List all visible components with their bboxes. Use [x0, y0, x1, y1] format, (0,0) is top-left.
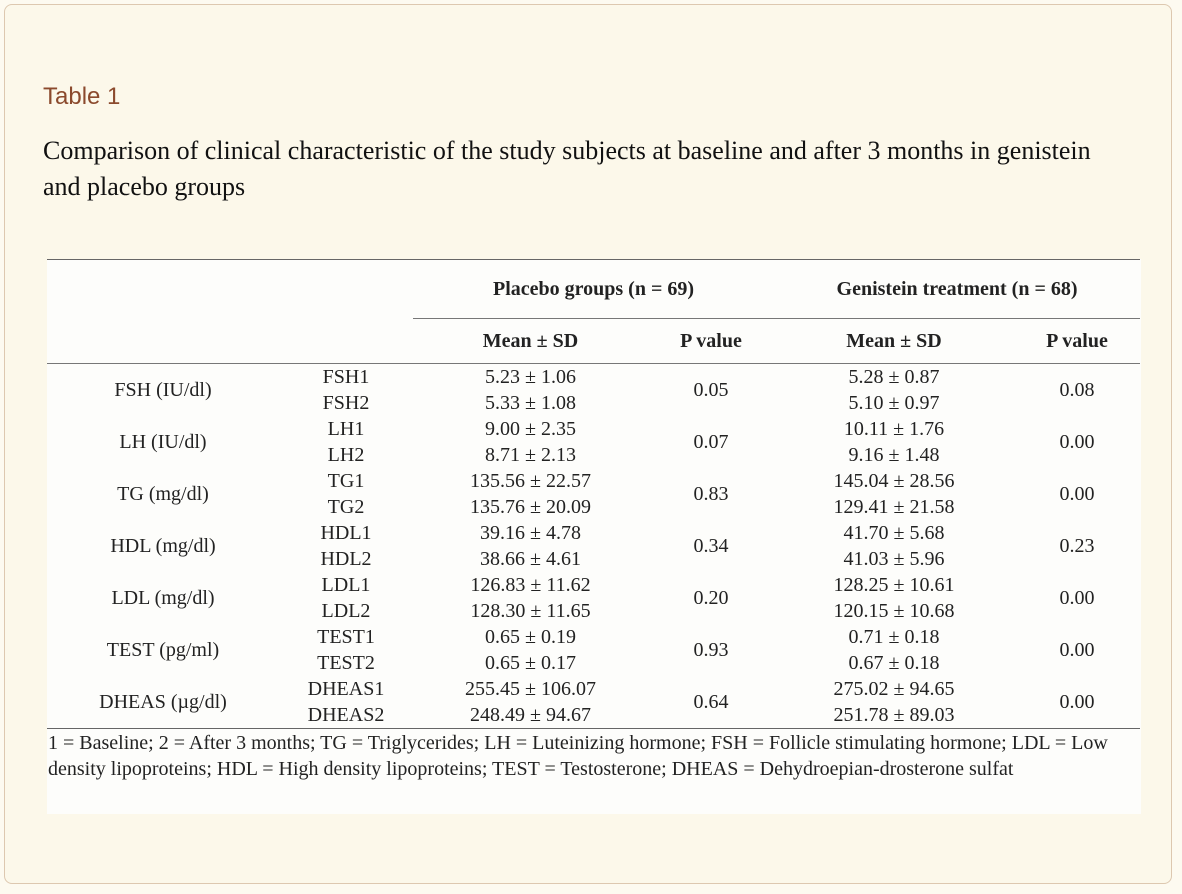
placebo-mean-cell: 9.00 ± 2.35 [485, 418, 576, 440]
header-genistein-group: Genistein treatment (n = 68) [774, 260, 1140, 319]
header-blank [47, 260, 413, 319]
genistein-mean-cell: 41.70 ± 5.68 [843, 522, 945, 544]
genistein-p-cell: 0.00 [1059, 483, 1095, 505]
parameter-cell: LDL (mg/dl) [111, 587, 215, 609]
placebo-mean-cell: 39.16 ± 4.78 [480, 522, 581, 544]
genistein-mean-cell: 129.41 ± 21.58 [833, 496, 955, 518]
genistein-mean-cell: 128.25 ± 10.61 [833, 574, 955, 596]
parameter-cell: DHEAS (µg/dl) [47, 676, 279, 729]
visit-cell: HDL2 [320, 548, 372, 570]
table-row [47, 468, 1140, 494]
genistein-mean-cell: 41.03 ± 5.96 [843, 548, 945, 570]
table-row [47, 676, 1140, 702]
genistein-mean-cell: 145.04 ± 28.56 [833, 470, 955, 492]
visit-cell: LDL2 [321, 600, 371, 622]
genistein-mean-cell: 9.16 ± 1.48 [848, 444, 940, 466]
genistein-mean-cell: 0.67 ± 0.18 [848, 652, 940, 674]
genistein-p-cell: 0.00 [1059, 587, 1095, 609]
table-row [47, 624, 1140, 650]
visit-cell: LDL1 [321, 574, 371, 596]
visit-cell: TG2 [327, 496, 365, 518]
visit-cell: DHEAS2 [279, 702, 413, 729]
visit-cell: LH2 [327, 444, 365, 466]
placebo-mean-cell: 135.76 ± 20.09 [470, 496, 591, 518]
placebo-p-cell: 0.05 [693, 379, 729, 401]
table-footnote: 1 = Baseline; 2 = After 3 months; TG = Triglycerides; LH = Luteinizing hormone; FSH = Follicle stimulating hormone; LDL = Low density lipoproteins; HDL = High density lipoproteins; TEST = Testosterone; DHEAS = Dehydroepian-drosterone sulfat [48, 732, 1108, 780]
placebo-mean-cell: 5.23 ± 1.06 [485, 366, 576, 388]
placebo-mean-cell: 5.33 ± 1.08 [485, 392, 576, 414]
placebo-p-cell: 0.20 [693, 587, 729, 609]
placebo-mean-cell: 0.65 ± 0.17 [485, 652, 576, 674]
visit-cell: LH1 [327, 418, 365, 440]
table-panel [4, 4, 1172, 884]
visit-cell: HDL1 [320, 522, 372, 544]
genistein-mean-cell: 251.78 ± 89.03 [774, 702, 1014, 729]
visit-cell: TEST2 [317, 652, 375, 674]
visit-cell: FSH2 [322, 392, 370, 414]
placebo-p-cell: 0.64 [648, 676, 774, 729]
parameter-cell: HDL (mg/dl) [110, 535, 216, 557]
header-genistein-mean: Mean ± SD [774, 319, 1014, 364]
table-row [47, 416, 1140, 442]
placebo-mean-cell: 255.45 ± 106.07 [465, 678, 596, 700]
parameter-cell: TEST (pg/ml) [106, 639, 220, 661]
genistein-p-cell: 0.23 [1059, 535, 1095, 557]
parameter-cell: FSH (IU/dl) [114, 379, 212, 401]
header-genistein-p: P value [1014, 319, 1140, 364]
parameter-cell: LH (IU/dl) [119, 431, 207, 453]
table-image [47, 259, 1141, 814]
table-row [47, 572, 1140, 598]
placebo-p-cell: 0.83 [693, 483, 729, 505]
subheader-blank [47, 319, 413, 364]
table-label: Table 1 [43, 83, 121, 110]
genistein-p-cell: 0.08 [1059, 379, 1095, 401]
placebo-mean-cell: 38.66 ± 4.61 [480, 548, 581, 570]
genistein-p-cell: 0.00 [1059, 639, 1095, 661]
header-placebo-mean: Mean ± SD [413, 319, 648, 364]
visit-cell: DHEAS1 [307, 678, 385, 700]
genistein-mean-cell: 10.11 ± 1.76 [843, 418, 945, 440]
placebo-p-cell: 0.34 [693, 535, 729, 557]
visit-cell: FSH1 [322, 366, 370, 388]
genistein-p-cell: 0.00 [1014, 676, 1140, 729]
visit-cell: TEST1 [317, 626, 375, 648]
table-row [47, 364, 1140, 391]
placebo-mean-cell: 8.71 ± 2.13 [485, 444, 576, 466]
placebo-mean-cell: 0.65 ± 0.19 [485, 626, 576, 648]
genistein-mean-cell: 120.15 ± 10.68 [833, 600, 955, 622]
placebo-mean-cell: 248.49 ± 94.67 [413, 702, 648, 729]
genistein-mean-cell: 5.28 ± 0.87 [848, 366, 940, 388]
header-placebo-group: Placebo groups (n = 69) [413, 260, 774, 319]
genistein-mean-cell: 275.02 ± 94.65 [833, 678, 955, 700]
data-table [47, 259, 1140, 729]
table-row [47, 520, 1140, 546]
placebo-p-cell: 0.07 [693, 431, 729, 453]
header-placebo-p: P value [648, 319, 774, 364]
genistein-mean-cell: 0.71 ± 0.18 [848, 626, 940, 648]
genistein-mean-cell: 5.10 ± 0.97 [848, 392, 940, 414]
visit-cell: TG1 [327, 470, 365, 492]
table-caption: Comparison of clinical characteristic of the study subjects at baseline and after 3 months in genistein and placebo groups [43, 136, 1091, 201]
genistein-p-cell: 0.00 [1059, 431, 1095, 453]
parameter-cell: TG (mg/dl) [117, 483, 209, 505]
placebo-mean-cell: 135.56 ± 22.57 [470, 470, 591, 492]
placebo-mean-cell: 128.30 ± 11.65 [470, 600, 591, 622]
placebo-p-cell: 0.93 [693, 639, 729, 661]
placebo-mean-cell: 126.83 ± 11.62 [470, 574, 591, 596]
